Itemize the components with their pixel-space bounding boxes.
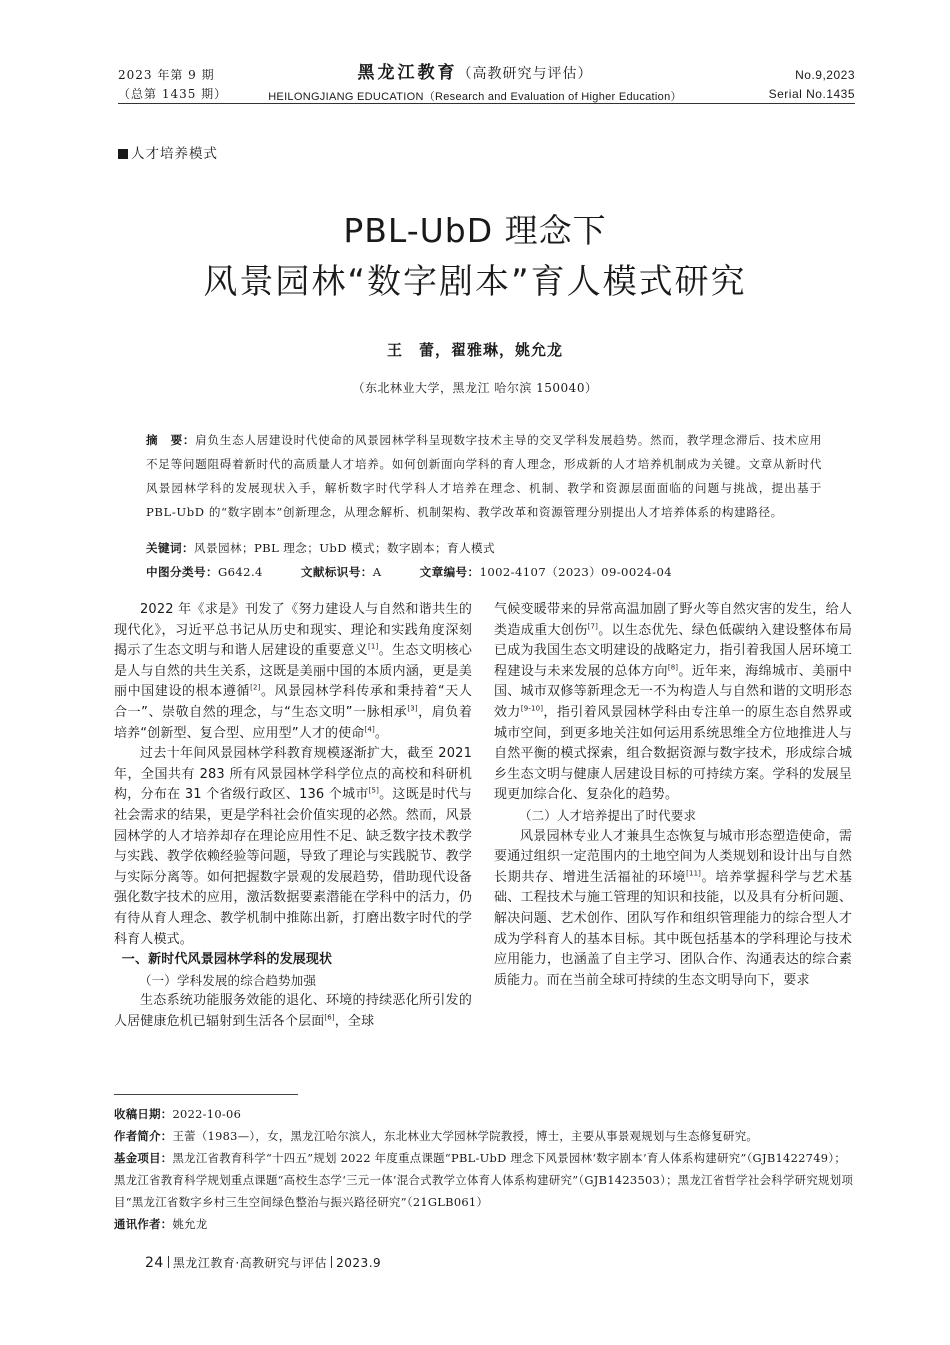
article-title-line2: 风景园林“数字剧本”育人模式研究 (203, 262, 747, 302)
page-footer (145, 1254, 381, 1271)
issue-number: No.9,2023 (795, 68, 855, 82)
paragraph: 过去十年间风景园林学科教育规模逐渐扩大，截至 2021 年，全国共有 283 所有风景园林学科学位点的高校和科研机构，分布在 31 个省级行政区、136 个城市[5]。这既是时代与社会需求的结果，更是学科社会价值实现的必然。然而，风景园林学的人才培养却存在理论应用性不足、缺乏数字技术教学与实践、教学依赖经验等问题，导致了理论与实践脱节、教学与实际分离等。如何把握数字景观的发展趋势，借助现代设备强化数字技术的应用，激活数据要素潜能在学科中的活力，仍有待从育人理念、教学机制中推陈出新，打磨出数字时代的学科育人模式。 (114, 746, 472, 947)
footnote-divider (114, 1094, 298, 1095)
article-number-value: 1002-4107（2023）09-0024-04 (479, 565, 673, 579)
section-heading-1: 一、新时代风景园林学科的发展现状 (121, 952, 333, 968)
issue-year: 2023 年第 9 期 (118, 68, 215, 82)
header-divider (118, 103, 855, 104)
journal-title-en: HEILONGJIANG EDUCATION（Research and Evaluation of Higher Education） (268, 91, 682, 103)
page-number: 24 (145, 1255, 164, 1271)
authors: 王 蕾，翟雅琳，姚允龙 (386, 341, 563, 359)
serial-number: Serial No.1435 (768, 87, 855, 101)
classification-line: 中图分类号：G642.4 文献标识号：A 文章编号：1002-4107（2023）09-0024-04 (146, 565, 673, 579)
footnotes (114, 1103, 854, 1235)
funding: 基金项目：黑龙江省教育科学“十四五”规划 2022 年度重点课题“PBL-UbD 理念下风景园林‘数字剧本’育人体系构建研究”（GJB1422749）；黑龙江省教育科学规划重点课题“高校生态学‘三元一体’混合式教学立体育人体系构建研究”（GJB1423503）；黑龙江省哲学社会科学研究规划项目“黑龙江省数字乡村三生空间绿色整治与振兴路径研究”（21GLB061） (114, 1151, 854, 1209)
issue-total: （总第 1435 期） (118, 87, 228, 101)
abstract-text: 肩负生态人居建设时代使命的风景园林学科呈现数字技术主导的交叉学科发展趋势。然而，教学理念滞后、技术应用不足等问题阻碍着新时代的高质量人才培养。如何创新面向学科的育人理念，形成新的人才培养机制成为关键。文章从新时代风景园林学科的发展现状入手，解析数字时代学科人才培养在理念、机制、教学和资源层面面临的问题与挑战，提出基于 PBL-UbD 的“数字剧本”创新理念，从理念解析、机制架构、教学改革和资源管理分别提出人才培养体系的构建路径。 (146, 433, 822, 519)
keywords-label: 关键词： (146, 541, 194, 555)
paragraph: 气候变暖带来的异常高温加剧了野火等自然灾害的发生，给人类造成重大创伤[7]。以生态优先、绿色低碳纳入建设整体布局已成为我国生态文明建设的战略定力，指引着我国人居环境工程建设与未来发展的总体方向[8]。近年来，海绵城市、美丽中国、城市双修等新理念无一不为构造人与自然和谐的文明形态效力[9-10]，指引着风景园林学科由专注单一的原生态自然界或城市空间，到更多地关注如何运用系统思维全方位地推进人与自然平衡的模式探索，组合数据资源与数字技术，形成综合城乡生态文明与健康人居建设目标的可持续方案。学科的发展呈现更加综合化、复杂化的趋势。 (494, 602, 852, 803)
abstract (146, 428, 822, 524)
body-column-left (114, 600, 472, 1032)
paragraph: 生态系统功能服务效能的退化、环境的持续恶化所引发的人居健康危机已辐射到生活各个层面[6]，全球 (114, 993, 472, 1029)
body-column-right (494, 600, 852, 991)
footer-date: 2023.9 (336, 1256, 382, 1270)
paragraph: 风景园林专业人才兼具生态恢复与城市形态塑造使命，需要通过组织一定范围内的土地空间为人类规划和设计出与自然长期共存、增进生活福祉的环境[11]。培养掌握科学与艺术基础、工程技术与施工管理的知识和技能，以及具有分析问题、解决问题、艺术创作、团队写作和组织管理能力的综合型人才成为学科育人的基本目标。其中既包括基本的学科理论与技术应用能力，也涵盖了自主学习、团队合作、沟通表达的综合素质能力。而在当前全球可持续的生态文明导向下，要求 (494, 828, 852, 988)
article-title-line1: PBL-UbD 理念下 (343, 211, 607, 250)
affiliation: （东北林业大学，黑龙江 哈尔滨 150040） (352, 381, 598, 395)
journal-title: 黑龙江教育（高教研究与评估） (357, 63, 593, 83)
doc-code-value: A (372, 565, 382, 579)
section-tag: 人才培养模式 (118, 142, 218, 162)
square-bullet-icon (118, 149, 128, 159)
clc-value: G642.4 (217, 565, 263, 579)
keywords (146, 540, 495, 556)
subsection-heading: （二）人才培养提出了时代要求 (519, 807, 697, 823)
footer-journal: 黑龙江教育·高教研究与评估 (172, 1256, 328, 1270)
author-bio: 作者简介：王蕾（1983—），女，黑龙江哈尔滨人，东北林业大学园林学院教授，博士，主要从事景观规划与生态修复研究。 (114, 1129, 759, 1143)
corresponding-author: 通讯作者：姚允龙 (114, 1217, 208, 1231)
keywords-text: 风景园林；PBL 理念；UbD 模式；数字剧本；育人模式 (193, 541, 495, 555)
paragraph: 2022 年《求是》刊发了《努力建设人与自然和谐共生的现代化》，习近平总书记从历史和现实、理论和实践角度深刻揭示了生态文明与和谐人居建设的重要意义[1]。生态文明核心是人与自然的共生关系，这既是美丽中国的本质内涵，更是美丽中国建设的根本遵循[2]。风景园林学科传承和秉持着“天人合一”、崇敬自然的理念，与“生态文明”一脉相承[3]，肩负着培养“创新型、复合型、应用型”人才的使命[4]。 (114, 602, 473, 741)
abstract-label: 摘 要： (146, 433, 196, 447)
received-date: 收稿日期：2022-10-06 (114, 1107, 242, 1121)
subsection-heading: （一）学科发展的综合趋势加强 (139, 972, 317, 988)
serial-info (769, 66, 855, 104)
